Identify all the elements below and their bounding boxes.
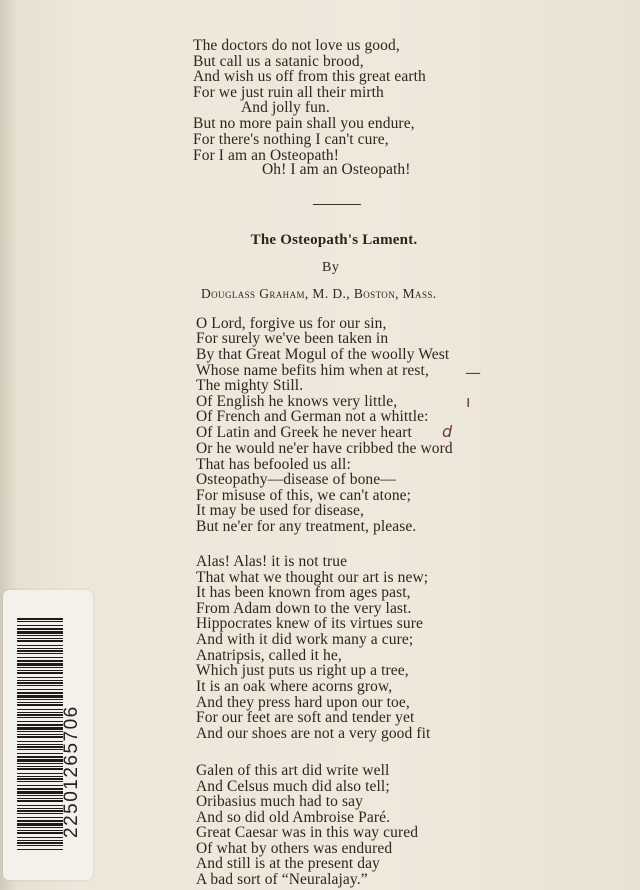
barcode-bar bbox=[17, 734, 63, 735]
byline: By bbox=[322, 260, 340, 275]
poem-line: And they press hard upon our toe, bbox=[196, 694, 410, 711]
barcode-bar bbox=[17, 638, 63, 639]
barcode-bar bbox=[17, 635, 63, 636]
barcode-bar bbox=[17, 749, 63, 750]
poem-line: O Lord, forgive us for our sin, bbox=[196, 315, 387, 332]
barcode-bar bbox=[17, 667, 63, 668]
barcode-bar bbox=[17, 631, 63, 634]
barcode-bar bbox=[17, 640, 63, 642]
poem-line: Alas! Alas! it is not true bbox=[196, 553, 348, 570]
poem-line: Of Latin and Greek he never heart bbox=[196, 424, 412, 441]
barcode-bar bbox=[17, 827, 63, 828]
barcode-bar bbox=[17, 682, 63, 684]
barcode-bar bbox=[17, 692, 63, 694]
poem-line: It may be used for disease, bbox=[196, 502, 364, 519]
poem-line: Of what by others was endured bbox=[196, 840, 393, 857]
poem-line: And our shoes are not a very good fit bbox=[196, 725, 431, 742]
barcode-bar bbox=[17, 785, 63, 786]
barcode-bar bbox=[17, 830, 63, 831]
barcode-bar bbox=[17, 795, 63, 796]
barcode-bar bbox=[17, 625, 63, 626]
poem-line: And so did old Ambroise Paré. bbox=[196, 809, 391, 826]
poem-line: For misuse of this, we can't atone; bbox=[196, 487, 412, 504]
barcode-bar bbox=[17, 766, 63, 767]
barcode-bar bbox=[17, 808, 63, 809]
poem-line: Hippocrates knew of its virtues sure bbox=[196, 615, 424, 632]
poem-line: That has befooled us all: bbox=[196, 456, 351, 473]
poem-line: Oribasius much had to say bbox=[196, 793, 363, 810]
barcode-bar bbox=[17, 798, 63, 799]
poem-line: For we just ruin all their mirth bbox=[193, 84, 384, 101]
barcode-bar bbox=[17, 753, 63, 754]
poem-title: The Osteopath's Lament. bbox=[250, 232, 418, 248]
barcode-bar bbox=[17, 823, 63, 826]
poem-line: The doctors do not love us good, bbox=[193, 37, 400, 54]
barcode-bar bbox=[17, 653, 63, 654]
barcode-bar bbox=[17, 781, 63, 782]
barcode-bar bbox=[17, 621, 63, 622]
barcode-bar bbox=[17, 810, 63, 812]
poem-line: Great Caesar was in this way cured bbox=[196, 824, 419, 841]
poem-line: And with it did work many a cure; bbox=[196, 631, 414, 648]
poem-line: For there's nothing I can't cure, bbox=[193, 131, 389, 148]
barcode-bar bbox=[17, 744, 63, 745]
author-line: Douglass Graham, M. D., Boston, Mass. bbox=[201, 286, 437, 301]
poem-line: And Celsus much did also tell; bbox=[196, 778, 390, 795]
barcode-bar bbox=[17, 768, 63, 770]
barcode-bar bbox=[17, 672, 63, 674]
barcode-bar bbox=[17, 677, 63, 678]
barcode-bar bbox=[17, 773, 63, 774]
barcode-bar bbox=[17, 699, 63, 700]
poem-line: That what we thought our art is new; bbox=[196, 569, 429, 586]
barcode-bar bbox=[17, 680, 63, 681]
barcode-bar bbox=[17, 731, 63, 732]
poem-line: And still is at the present day bbox=[196, 855, 380, 872]
poem-line: By that Great Mogul of the woolly West bbox=[196, 346, 450, 363]
poem-line: Of French and German not a whittle: bbox=[196, 408, 429, 425]
barcode-bar bbox=[17, 628, 63, 630]
section-divider bbox=[313, 204, 361, 205]
poem-line: The mighty Still. bbox=[196, 377, 304, 394]
poem-line: Which just puts us right up a tree, bbox=[196, 662, 409, 679]
barcode-bar bbox=[17, 849, 63, 850]
barcode-bar bbox=[17, 788, 63, 790]
barcode-bar bbox=[17, 717, 63, 718]
barcode-bar bbox=[17, 832, 63, 834]
poem-line: It is an oak where acorns grow, bbox=[196, 678, 393, 695]
handwritten-dash-mark: — bbox=[465, 363, 481, 382]
barcode-bar bbox=[17, 759, 63, 762]
barcode-bar bbox=[17, 778, 63, 780]
poem-line: But ne'er for any treatment, please. bbox=[196, 518, 417, 535]
barcode-bar bbox=[17, 837, 63, 838]
barcode-bar bbox=[17, 657, 63, 658]
poem-line: But no more pain shall you endure, bbox=[193, 115, 415, 132]
barcode-bar bbox=[17, 709, 63, 710]
poem-line: From Adam down to the very last. bbox=[196, 600, 412, 617]
barcode-bar bbox=[17, 670, 63, 671]
poem-line: It has been known from ages past, bbox=[196, 584, 411, 601]
poem-line: Of English he knows very little, bbox=[196, 393, 398, 410]
barcode-icon bbox=[17, 618, 63, 852]
barcode-bar bbox=[17, 746, 63, 748]
barcode-bar bbox=[17, 724, 63, 726]
barcode-bar bbox=[17, 840, 63, 841]
barcode-bar bbox=[17, 712, 63, 713]
barcode-bar bbox=[17, 685, 63, 686]
barcode-bar bbox=[17, 660, 63, 662]
poem-line: Whose name befits him when at rest, bbox=[196, 362, 429, 379]
barcode-bar bbox=[17, 741, 63, 742]
barcode-bar bbox=[17, 763, 63, 764]
poem-line: Oh! I am an Osteopath! bbox=[262, 161, 411, 178]
barcode-bar bbox=[17, 842, 63, 844]
barcode-bar bbox=[17, 800, 63, 802]
barcode-bar bbox=[17, 645, 63, 646]
barcode-bar bbox=[17, 695, 63, 698]
poem-line: Osteopathy—disease of bone— bbox=[196, 471, 396, 488]
barcode-bar bbox=[17, 776, 63, 777]
poem-line: And wish us off from this great earth bbox=[193, 68, 426, 85]
barcode-bar bbox=[17, 721, 63, 722]
handwritten-tick-mark: ı bbox=[466, 392, 471, 411]
barcode-bar bbox=[17, 817, 63, 818]
handwritten-correction: d bbox=[442, 422, 453, 441]
barcode-bar bbox=[17, 845, 63, 846]
poem-line: A bad sort of “Neuralajay.” bbox=[196, 871, 368, 888]
poem-line: For our feet are soft and tender yet bbox=[196, 709, 415, 726]
barcode-bar bbox=[17, 727, 63, 730]
poem-line: Or he would ne'er have cribbed the word bbox=[196, 440, 453, 457]
poem-line: For surely we've been taken in bbox=[196, 330, 389, 347]
barcode-bar bbox=[17, 689, 63, 690]
barcode-bar bbox=[17, 663, 63, 666]
barcode-bar bbox=[17, 791, 63, 794]
barcode-bar bbox=[17, 756, 63, 758]
barcode-bar bbox=[17, 648, 63, 649]
barcode-label bbox=[3, 590, 93, 880]
barcode-bar bbox=[17, 813, 63, 814]
poem-line: Galen of this art did write well bbox=[196, 762, 390, 779]
barcode-bar bbox=[17, 820, 63, 822]
barcode-bar bbox=[17, 702, 63, 703]
poem-line: But call us a satanic brood, bbox=[193, 53, 364, 70]
barcode-bar bbox=[17, 618, 63, 620]
barcode-number: 22501265706 bbox=[61, 705, 82, 838]
barcode-bar bbox=[17, 805, 63, 806]
barcode-bar bbox=[17, 736, 63, 738]
poem-line: Anatripsis, called it he, bbox=[196, 647, 342, 664]
barcode-bar bbox=[17, 704, 63, 706]
barcode-bar bbox=[17, 714, 63, 716]
poem-line: For I am an Osteopath! bbox=[193, 147, 339, 164]
barcode-bar bbox=[17, 650, 63, 652]
poem-line: And jolly fun. bbox=[241, 99, 330, 116]
